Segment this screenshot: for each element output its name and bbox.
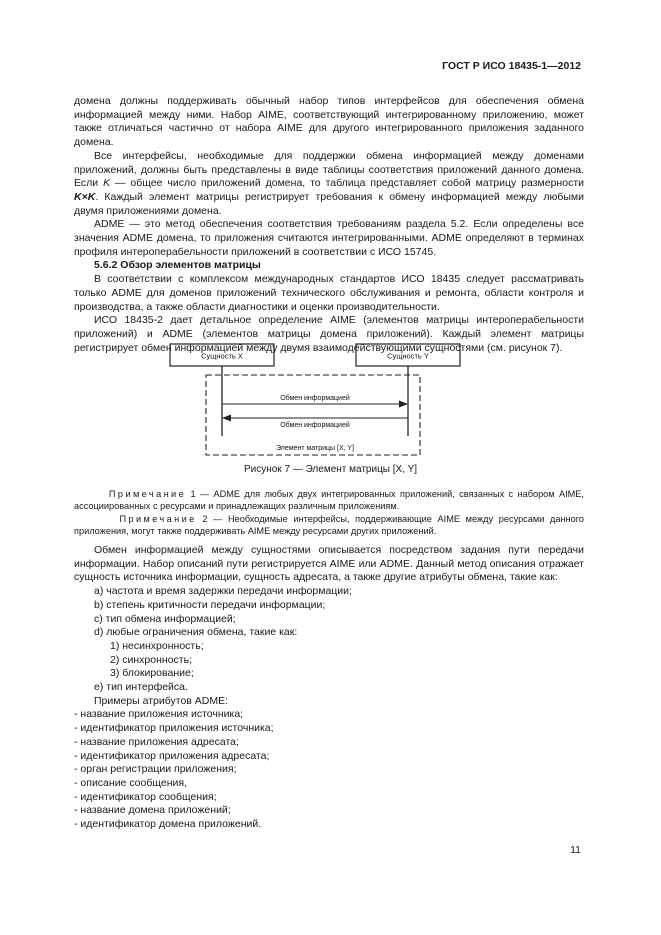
example-item: - идентификатор приложения адресата; xyxy=(74,749,270,762)
examples-title: Примеры атрибутов ADME: xyxy=(94,694,229,707)
example-item: - название домена приложений; xyxy=(74,804,231,817)
sub-list-item: 1) несинхронность; xyxy=(110,639,204,652)
example-item: - описание сообщения, xyxy=(74,776,188,789)
matrix-element-frame xyxy=(206,375,420,455)
example-item: - идентификатор приложения источника; xyxy=(74,722,274,735)
note: Примечание 1 — ADME для любых двух интегрированных приложений, связанных с набором AIME, ассоциированных с ресурсами и принадлежащих различным приложениям. xyxy=(74,489,584,511)
matrix-element-label: Элемент матрицы [X, Y] xyxy=(275,445,355,452)
section-heading: 5.6.2 Обзор элементов матрицы xyxy=(94,259,261,272)
paragraph: В соответствии с комплексом международных стандартов ИСО 18435 следует рассматривать только ADME для доменов приложений технического обслуживания и ремонта, области контроля и производства, а также области диагностики и оценки производительности. xyxy=(74,273,584,313)
math-k: K xyxy=(103,177,111,190)
paragraph: ADME — это метод обеспечения соответствия требованиям раздела 5.2. Если определены все значения ADME домена, то приложения считаются интегрированными. ADME определяют в терминах профиля интероперабельности приложений в соответствии с ИСО 15745. xyxy=(74,218,584,258)
list-item: c) тип обмена информацией; xyxy=(94,612,236,625)
figure-caption: Рисунок 7 — Элемент матрицы [X, Y] xyxy=(243,464,418,475)
arrow1-label: Обмен информацией xyxy=(280,395,350,402)
paragraph: ИСО 18435-2 дает детальное определение AIME (элементов матрицы интероперабельности приложений) и ADME (элементов матрицы домена приложений). Каждый элемент матрицы регистрирует обмен информацией между двумя взаимодействующими сущностями (см. рисунок 7). xyxy=(74,314,584,354)
paragraph: Все интерфейсы, необходимые для поддержки обмена информацией между доменами приложений, должны быть представлены в виде таблицы соответствия приложений данного домена. Если K — общее число приложений домена, то таблица представляет собой матрицу размерности K×K. Каждый элемент матрицы регистрирует требования к обмену информацией между любыми двумя приложениями домена. xyxy=(74,149,584,217)
notes-block xyxy=(74,488,584,537)
list-item: a) частота и время задержки передачи информации; xyxy=(94,585,352,598)
arrowhead-right xyxy=(399,401,408,408)
example-item: - орган регистрации приложения; xyxy=(74,763,237,776)
math-kxk: K×K xyxy=(74,190,96,203)
paragraph: Обмен информацией между сущностями описывается посредством задания пути передачи информации. Набор описаний пути регистрируется AIME или ADME. Данный метод описания отражает сущность источника информации, сущность адресата, а также другие атрибуты обмена, такие как: xyxy=(74,544,584,584)
page-number: 11 xyxy=(570,844,581,856)
arrowhead-left xyxy=(222,415,231,422)
list-item: d) любые ограничения обмена, такие как: xyxy=(94,626,298,639)
example-item: - идентификатор сообщения; xyxy=(74,790,217,803)
list-item: e) тип интерфейса. xyxy=(94,681,188,694)
paragraph: домена должны поддерживать обычный набор типов интерфейсов для обеспечения обмена информацией между ними. Набор AIME, соответствующий интегрированному приложению, может также отличаться частично от набора AIME для другого интегрированного приложения заданного домена. xyxy=(74,95,584,149)
example-item: - название приложения источника; xyxy=(74,708,244,721)
entity-x-label: Сущность X xyxy=(201,351,243,361)
entity-y-label: Сущность Y xyxy=(387,351,429,361)
document-header: ГОСТ Р ИСО 18435-1—2012 xyxy=(442,60,581,72)
example-item: - название приложения адресата; xyxy=(74,735,239,748)
arrow2-label: Обмен информацией xyxy=(280,422,350,429)
note: Примечание 2 — Необходимые интерфейсы, поддерживающие AIME между ресурсами данного приложения, могут также поддерживать AIME между ресурсами других приложений. xyxy=(74,514,584,536)
sub-list-item: 3) блокирование; xyxy=(110,667,194,680)
list-item: b) степень критичности передачи информации; xyxy=(94,598,326,611)
example-item: - идентификатор домена приложений. xyxy=(74,818,262,831)
lower-text-block xyxy=(74,544,584,832)
sub-list-item: 2) синхронность; xyxy=(110,653,192,666)
